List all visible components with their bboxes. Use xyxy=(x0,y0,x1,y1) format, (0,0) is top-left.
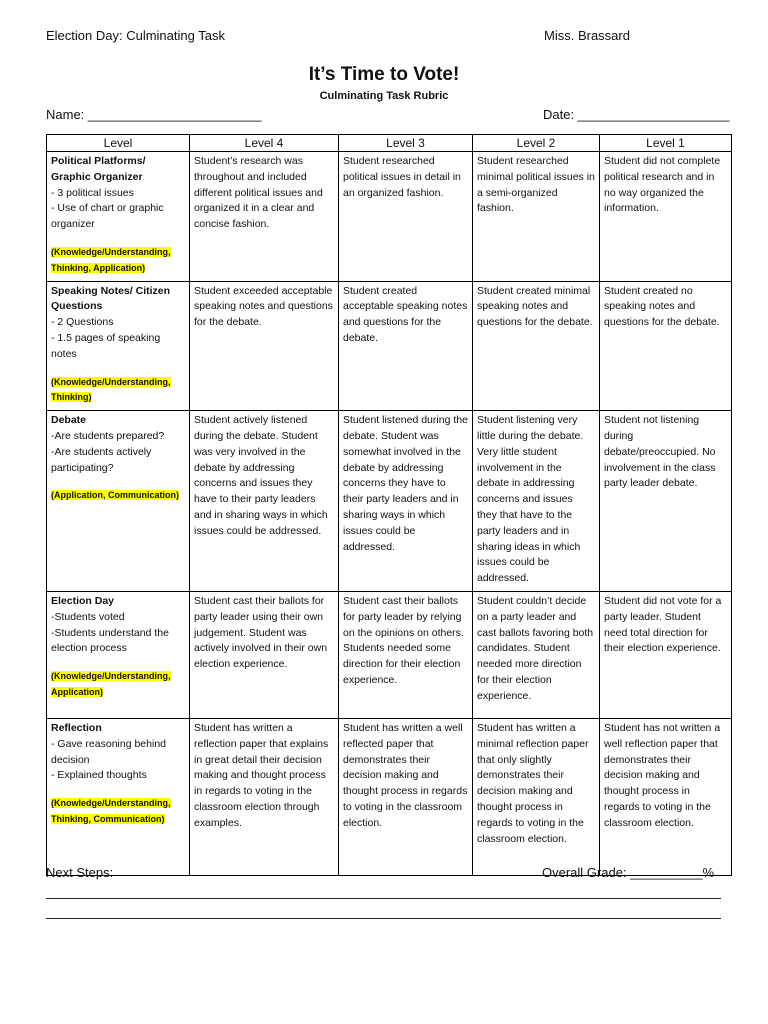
next-steps-line xyxy=(46,898,721,899)
level-2-descriptor: Student listening very little during the debate. Very little student involvement in the debate in addressing concerns and issues they that have to the party leaders and in sharing ideas in which issues could be addressed. xyxy=(473,411,600,592)
level-3-descriptor: Student has written a well reflected paper that demonstrates their decision making and thought process in regards to voting in the classroom election. xyxy=(339,718,473,875)
curriculum-tag: (Knowledge/Understanding, Application) xyxy=(51,671,171,697)
criterion-detail: - 3 political issues xyxy=(51,186,134,199)
level-3-descriptor: Student created acceptable speaking notes and questions for the debate. xyxy=(339,281,473,411)
level-4-descriptor: Student’s research was throughout and included different political issues and organized it in a clear and concise fashion. xyxy=(190,152,339,282)
level-1-descriptor: Student did not vote for a party leader. Student need total direction for their election experience. xyxy=(600,591,732,718)
criterion-name: Political Platforms/ Graphic Organizer xyxy=(51,155,146,183)
level-3-descriptor: Student cast their ballots for party leader by relying on the opinions on others. Students needed some direction for their election experience. xyxy=(339,591,473,718)
criterion-detail: -Students understand the election process xyxy=(51,626,169,655)
curriculum-tag: (Knowledge/Understanding, Thinking, Application) xyxy=(51,246,171,273)
curriculum-tag: (Knowledge/Understanding, Thinking, Communication) xyxy=(51,798,171,824)
header-level-1: Level 1 xyxy=(600,135,732,152)
rubric-row xyxy=(47,281,732,411)
criterion-detail: -Are students actively participating? xyxy=(51,445,152,474)
page-subtitle: Culminating Task Rubric xyxy=(319,90,449,102)
criterion-detail: - 2 Questions xyxy=(51,316,114,329)
header-level-2: Level 2 xyxy=(473,135,600,152)
level-4-descriptor: Student actively listened during the debate. Student was very involved in the debate by addressing concerns and issues they have to their party leaders and in sharing ways in which issues could be addressed. xyxy=(190,411,339,592)
level-4-descriptor: Student has written a reflection paper that explains in great detail their decision making and thought process in regards to voting in the classroom election through examples. xyxy=(190,718,339,875)
level-2-descriptor: Student couldn’t decide on a party leader and cast ballots favoring both candidates. Student needed more direction for their election experience. xyxy=(473,591,600,718)
level-2-descriptor: Student has written a minimal reflection paper that only slightly demonstrates their decision making and thought process in regards to voting in the classroom election. xyxy=(473,718,600,875)
next-steps-label: Next Steps: xyxy=(46,865,114,880)
criterion-detail: -Are students prepared? xyxy=(51,429,165,442)
criterion-cell xyxy=(47,152,190,282)
level-1-descriptor: Student did not complete political research and in no way organized the information. xyxy=(600,152,732,282)
criterion-name: Election Day xyxy=(51,594,115,607)
header-level: Level xyxy=(47,135,190,152)
criterion-detail: - Explained thoughts xyxy=(51,769,147,782)
page-title: It’s Time to Vote! xyxy=(308,64,460,85)
criterion-detail: - Use of chart or graphic organizer xyxy=(51,202,164,231)
criterion-detail: - 1.5 pages of speaking notes xyxy=(51,331,161,360)
criterion-detail: -Students voted xyxy=(51,610,125,623)
header-teacher-name: Miss. Brassard xyxy=(544,28,630,43)
overall-grade-label: Overall Grade: __________% xyxy=(542,865,715,880)
header-task-title: Election Day: Culminating Task xyxy=(46,28,225,43)
criterion-cell xyxy=(47,591,190,718)
level-4-descriptor: Student cast their ballots for party leader using their own judgement. Student was actively involved in their own election experience. xyxy=(190,591,339,718)
next-steps-line xyxy=(46,918,721,919)
criterion-name: Debate xyxy=(51,414,87,427)
level-2-descriptor: Student researched minimal political issues in a semi-organized fashion. xyxy=(473,152,600,282)
level-1-descriptor: Student not listening during debate/preoccupied. No involvement in the class party leader debate. xyxy=(600,411,732,592)
criterion-name: Reflection xyxy=(51,721,102,734)
header-level-3: Level 3 xyxy=(339,135,473,152)
criterion-cell xyxy=(47,718,190,875)
criterion-detail: - Gave reasoning behind decision xyxy=(51,737,166,766)
header-level-4: Level 4 xyxy=(190,135,339,152)
rubric-row xyxy=(47,718,732,875)
criterion-cell xyxy=(47,281,190,411)
level-1-descriptor: Student has not written a well reflection paper that demonstrates their decision making and thought process in regards to voting in the classroom election. xyxy=(600,718,732,875)
level-3-descriptor: Student listened during the debate. Student was somewhat involved in the debate by addressing concerns they have to their party leaders and in sharing ways in which issues could be addressed. xyxy=(339,411,473,592)
level-3-descriptor: Student researched political issues in detail in an organized fashion. xyxy=(339,152,473,282)
criterion-cell xyxy=(47,411,190,592)
level-1-descriptor: Student created no speaking notes and questions for the debate. xyxy=(600,281,732,411)
curriculum-tag: (Knowledge/Understanding, Thinking) xyxy=(51,376,171,403)
rubric-table xyxy=(46,134,732,876)
rubric-row xyxy=(47,411,732,592)
rubric-row xyxy=(47,152,732,282)
date-field-label: Date: _____________________ xyxy=(543,107,730,122)
rubric-header-row xyxy=(47,135,732,152)
name-field-label: Name: ________________________ xyxy=(46,107,262,122)
rubric-row xyxy=(47,591,732,718)
level-2-descriptor: Student created minimal speaking notes and questions for the debate. xyxy=(473,281,600,411)
level-4-descriptor: Student exceeded acceptable speaking notes and questions for the debate. xyxy=(190,281,339,411)
curriculum-tag: (Application, Communication) xyxy=(51,490,179,501)
criterion-name: Speaking Notes/ Citizen Questions xyxy=(51,284,171,313)
